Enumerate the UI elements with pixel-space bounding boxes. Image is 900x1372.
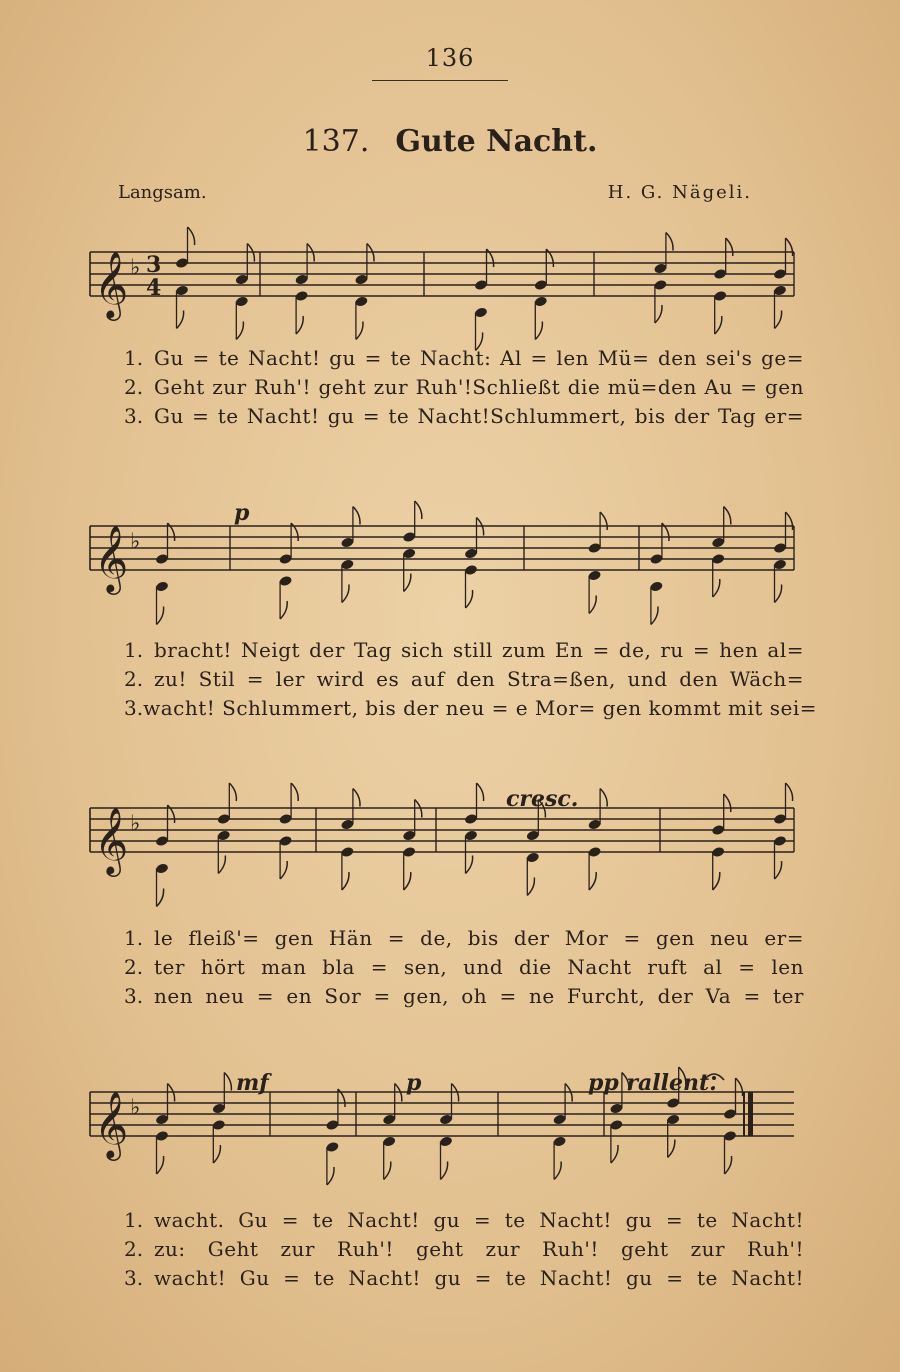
note-flag (786, 783, 793, 801)
dynamic-pp-rallent: pp rallent. (588, 1070, 717, 1096)
note-flag (775, 585, 782, 603)
note-flag (775, 311, 782, 329)
note-flag (188, 227, 195, 245)
treble-clef-icon: 𝄞 (94, 1090, 129, 1158)
note-flag (229, 783, 236, 801)
music-staff-3 (84, 778, 800, 918)
note-flag (404, 872, 411, 890)
note-flag (353, 789, 360, 807)
note-flag (280, 861, 287, 879)
note-flag (724, 507, 731, 525)
note-flag (713, 579, 720, 597)
note-flag (666, 233, 673, 251)
lyric-line: 3. wacht! Gu = te Nacht! gu = te Nacht! gu = te Nacht! (124, 1266, 804, 1290)
lyrics-block-1 (124, 344, 804, 431)
note-flag (527, 878, 534, 896)
music-staff-1 (84, 222, 800, 362)
note-flag (327, 1167, 334, 1185)
note-flag (725, 1156, 732, 1174)
lyric-line: 2. zu! Stil = ler wird es auf den Stra=ßen, und den Wäch= (124, 667, 804, 691)
note-flag (651, 607, 658, 625)
lyric-line: 2. zu: Geht zur Ruh'! geht zur Ruh'! geht zur Ruh'! (124, 1237, 804, 1261)
flat-icon: ♭ (130, 811, 141, 837)
note-flag (384, 1162, 391, 1180)
flat-icon: ♭ (130, 255, 141, 281)
page-rule (372, 80, 508, 81)
note-flag (535, 322, 542, 340)
note-flag (466, 856, 473, 874)
flat-icon: ♭ (130, 529, 141, 555)
flat-icon: ♭ (130, 1095, 141, 1121)
note-flag (668, 1140, 675, 1158)
note-flag (713, 872, 720, 890)
note-flag (353, 507, 360, 525)
note-flag (726, 238, 733, 256)
note-flag (655, 305, 662, 323)
note-flag (415, 501, 422, 519)
tempo-marking: Langsam. (118, 182, 207, 203)
note-flag (291, 783, 298, 801)
note-flag (356, 322, 363, 340)
dynamic-p-2: p (406, 1070, 422, 1096)
lyric-line: 3. wacht! Schlummert, bis der neu = e Mor= gen kommt mit sei= (124, 696, 817, 720)
composer: H. G. Nägeli. (607, 182, 752, 203)
note-flag (786, 512, 793, 530)
note-flag (236, 322, 243, 340)
note-flag (786, 238, 793, 256)
note-flag (775, 861, 782, 879)
note-flag (589, 872, 596, 890)
song-number: 137. (302, 124, 370, 159)
time-signature-bottom: 4 (146, 275, 162, 301)
song-title (0, 124, 900, 159)
dynamic-cresc: cresc. (506, 786, 579, 812)
lyric-line: 2. Geht zur Ruh'! geht zur Ruh'!Schließt die mü=den Au = gen (124, 375, 804, 399)
note-flag (715, 316, 722, 334)
music-staff-2 (84, 496, 800, 636)
note-flag (342, 585, 349, 603)
final-barline (748, 1092, 753, 1136)
lyric-line: 1. Gu = te Nacht! gu = te Nacht: Al = len Mü= den sei's ge= (124, 346, 804, 370)
note-flag (611, 1145, 618, 1163)
song-title-text: Gute Nacht. (395, 124, 598, 159)
note-flag (600, 789, 607, 807)
lyrics-block-2 (124, 636, 817, 723)
note-flag (218, 856, 225, 874)
lyric-line: 2. ter hört man bla = sen, und die Nacht ruft al = len (124, 955, 804, 979)
note-flag (342, 872, 349, 890)
page-number: 136 (425, 44, 475, 72)
note-flag (296, 316, 303, 334)
note-flag (280, 601, 287, 619)
dynamic-p: p (234, 500, 250, 526)
note-flag (404, 574, 411, 592)
lyrics-block-3 (124, 924, 804, 1011)
note-flag (600, 512, 607, 530)
note-flag (724, 794, 731, 812)
treble-clef-icon: 𝄞 (94, 250, 129, 318)
note-flag (157, 889, 164, 907)
lyrics-block-4 (124, 1206, 804, 1293)
lyric-line: 1. le fleiß'= gen Hän = de, bis der Mor = gen neu er= (124, 926, 804, 950)
dynamic-mf: mf (236, 1070, 269, 1096)
note-flag (466, 590, 473, 608)
note-flag (157, 607, 164, 625)
note-flag (224, 1073, 231, 1091)
note-flag (177, 311, 184, 329)
lyric-line: 1. bracht! Neigt der Tag sich still zum En = de, ru = hen al= (124, 638, 804, 662)
lyric-line: 3. nen neu = en Sor = gen, oh = ne Furcht, der Va = ter (124, 984, 804, 1008)
treble-clef-icon: 𝄞 (94, 806, 129, 874)
note-flag (213, 1145, 220, 1163)
note-flag (441, 1162, 448, 1180)
time-signature-top: 3 (146, 252, 162, 278)
note-flag (736, 1078, 743, 1096)
lyric-line: 1. wacht. Gu = te Nacht! gu = te Nacht! gu = te Nacht! (124, 1208, 804, 1232)
lyric-line: 3. Gu = te Nacht! gu = te Nacht!Schlummert, bis der Tag er= (124, 404, 804, 428)
treble-clef-icon: 𝄞 (94, 524, 129, 592)
note-flag (157, 1156, 164, 1174)
note-flag (477, 783, 484, 801)
note-flag (589, 596, 596, 614)
note-flag (554, 1162, 561, 1180)
